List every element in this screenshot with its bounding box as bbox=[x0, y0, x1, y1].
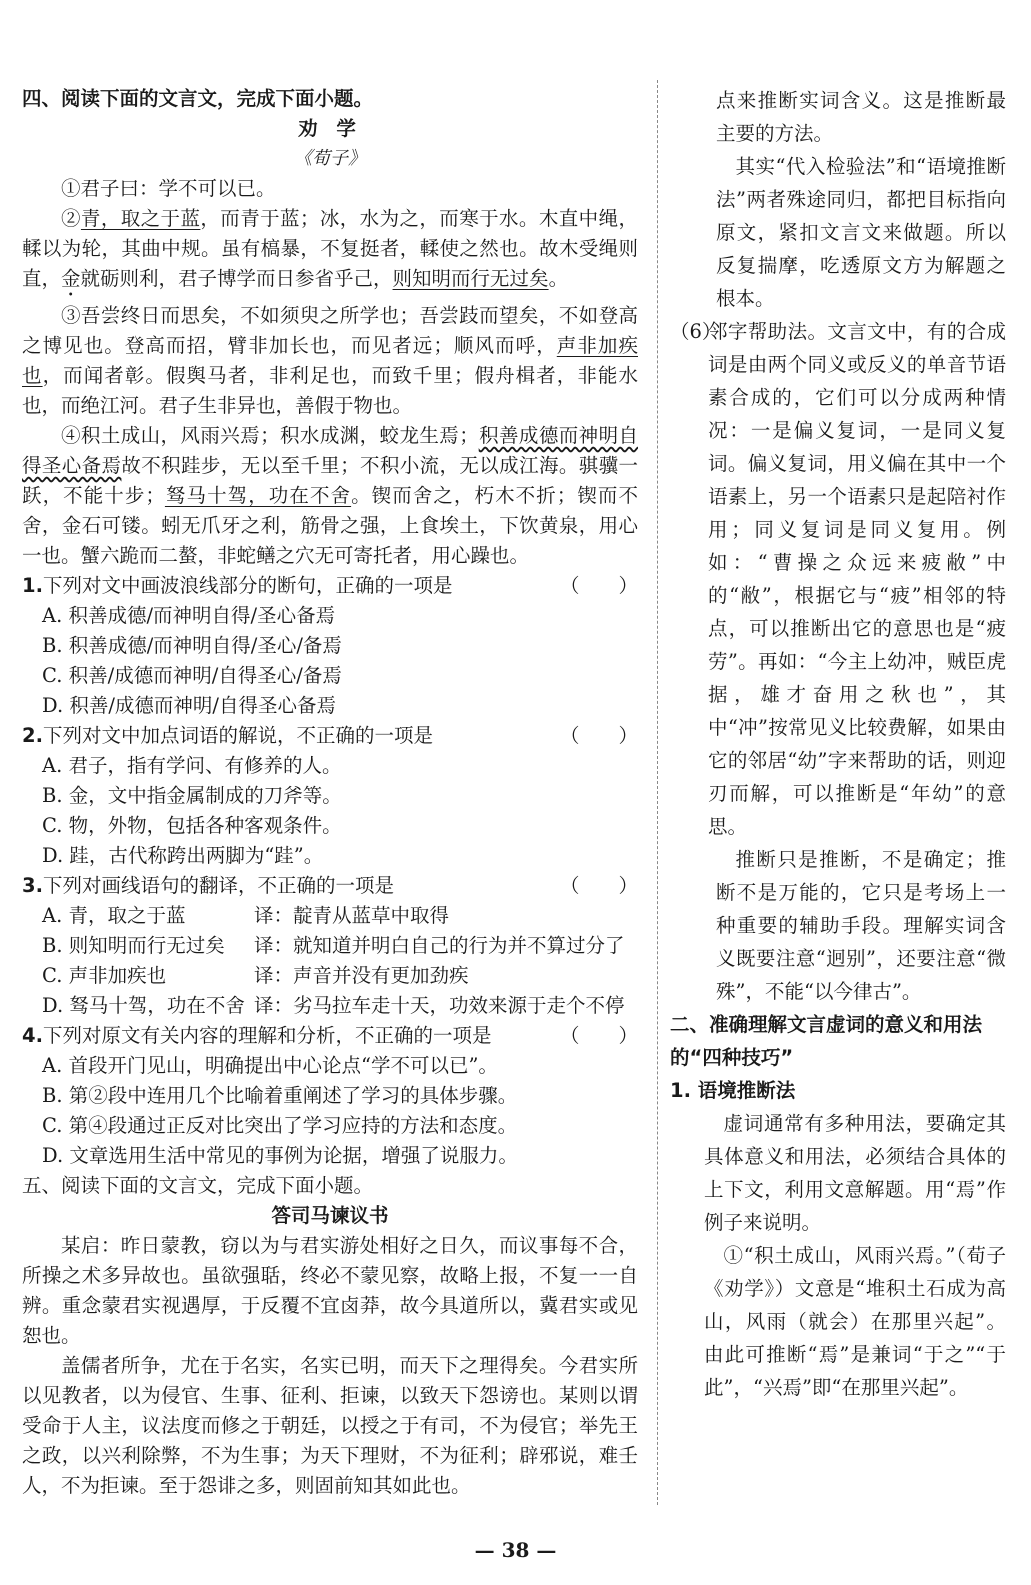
section5-heading: 五、阅读下面的文言文，完成下面小题。 bbox=[22, 1174, 374, 1197]
page-number: — 38 — bbox=[474, 1538, 557, 1562]
section4-heading: 四、阅读下面的文言文，完成下面小题。 bbox=[22, 87, 374, 110]
p2-dotted-jin: 金 bbox=[61, 267, 81, 290]
left-column bbox=[22, 84, 638, 1501]
item-6-text: 邻字帮助法。文言文中，有的合成词是由两个同义或反义的单音节语素合成的，它们可以分成两种情况：一是偏义复词，一是同义复词。偏义复词，用义偏在其中一个语素上，另一个语素只是起陪衬作用；同义复词是同义复用。例如：“曹操之众远来疲敝”中的“敝”，根据它与“疲”相邻的特点，可以推断出它的意思也是“疲劳”。再如：“今主上幼冲，贼臣虎据，雄才奋用之秋也”，其中“冲”按常见义比较费解，如果由它的邻居“幼”字来帮助的话，则迎刃而解，可以推断是“年幼”的意思。 bbox=[708, 320, 1006, 838]
q4-option-c: C. 第④段通过正反对比突出了学习应持的方法和态度。 bbox=[42, 1114, 518, 1137]
right-column bbox=[670, 84, 1006, 1404]
q1-option-b: B. 积善成德/而神明自得/圣心/备焉 bbox=[42, 634, 342, 657]
q2-num: 2. bbox=[22, 724, 43, 747]
p3-text-2: ，而闻者彰。假舆马者，非利足也，而致千里；假舟楫者，非能水也，而绝江河。君子生非异也，善假于物也。 bbox=[22, 364, 638, 417]
q3-answer-box: （ ） bbox=[559, 874, 638, 897]
p4-wavy: 积善成德而神明自得圣心备焉 bbox=[22, 424, 638, 477]
question-3 bbox=[22, 871, 638, 901]
section5-p2: 盖儒者所争，尤在于名实，名实已明，而天下之理得矣。今君实所以见教者，以为侵官、生事、征利、拒谏，以致天下怨谤也。某则以谓受命于人主，议法度而修之于朝廷，以授之于有司，不为侵官；举先王之政，以兴利除弊，不为生事；为天下理财，不为征利；辟邪说，难壬人，不为拒谏。至于怨诽之多，则固前知其如此也。 bbox=[22, 1354, 638, 1497]
q1-option-c: C. 积善/成德而神明/自得圣心/备焉 bbox=[42, 664, 342, 687]
p2-underline-2: 则知明而行无过矣 bbox=[392, 267, 549, 290]
q3-option-c bbox=[22, 961, 638, 991]
passage-p3 bbox=[22, 301, 638, 421]
q3-option-b bbox=[22, 931, 638, 961]
q3-option-a bbox=[22, 901, 638, 931]
q4-option-a: A. 首段开门见山，明确提出中心论点“学不可以已”。 bbox=[42, 1054, 498, 1077]
item-6-number: （6） bbox=[670, 320, 722, 343]
p4-text-1: ④积土成山，风雨兴焉；积水成渊，蛟龙生焉； bbox=[61, 424, 479, 447]
q4-option-b: B. 第②段中连用几个比喻着重阐述了学习的具体步骤。 bbox=[42, 1084, 518, 1107]
q3-text: 下列对画线语句的翻译，不正确的一项是 bbox=[42, 874, 394, 897]
q4-answer-box: （ ） bbox=[559, 1024, 638, 1047]
p4-text-2: 故不积跬步，无以至千里；不积小流，无以成江海。骐骥一跃，不能十步； bbox=[22, 454, 638, 507]
column-divider bbox=[657, 80, 658, 1505]
section4-author: 《荀子》 bbox=[294, 148, 366, 169]
question-1 bbox=[22, 571, 638, 601]
q1-num: 1. bbox=[22, 574, 43, 597]
right-para-5: 虚词通常有多种用法，要确定其具体意义和用法，必须结合具体的上下文，利用文意解题。用“焉”作例子来说明。 bbox=[704, 1112, 1006, 1234]
q2-option-d: D. 跬，古代称跨出两脚为“跬”。 bbox=[42, 844, 324, 867]
q3-a-translation: 译：靛青从蓝草中取得 bbox=[254, 904, 450, 927]
p2-text-3: 。 bbox=[548, 267, 569, 290]
passage-p4 bbox=[22, 421, 638, 571]
p2-text-1: ，而青于蓝；冰，水为之，而寒于水。木直中绳，輮以为轮，其曲中规。虽有槁暴，不复挺者，輮使之然也。故木受绳则直， bbox=[22, 207, 638, 290]
question-2 bbox=[22, 721, 638, 751]
p2-text-2: 就砺则利，君子博学而日参省乎己， bbox=[80, 267, 393, 290]
q1-text: 下列对文中画波浪线部分的断句，正确的一项是 bbox=[42, 574, 453, 597]
q2-option-c: C. 物，外物，包括各种客观条件。 bbox=[42, 814, 342, 837]
p2-mark: ② bbox=[61, 207, 81, 230]
right-para-2: 其实“代入检验法”和“语境推断法”两者殊途同归，都把目标指向原文，紧扣文言文来做题。所以反复揣摩，吃透原文方为解题之根本。 bbox=[716, 155, 1006, 310]
q4-option-d: D. 文章选用生活中常见的事例为论据，增强了说服力。 bbox=[42, 1144, 518, 1167]
section2-heading: 二、准确理解文言虚词的意义和用法的“四种技巧” bbox=[670, 1013, 983, 1069]
right-item-6 bbox=[670, 315, 1006, 843]
p3-underline: 声非加疾也 bbox=[22, 334, 638, 387]
question-4 bbox=[22, 1021, 638, 1051]
q1-option-d: D. 积善/成德而神明/自得圣心备焉 bbox=[42, 694, 336, 717]
p2-underline-1: 青，取之于蓝 bbox=[80, 207, 201, 230]
p4-underline: 驽马十驾，功在不舍 bbox=[164, 484, 352, 507]
right-para-1: 点来推断实词含义。这是推断最主要的方法。 bbox=[716, 89, 1006, 145]
p3-text-1: ③吾尝终日而思矣，不如须臾之所学也；吾尝跂而望矣，不如登高之博见也。登高而招，臂非加长也，而见者远；顺风而呼， bbox=[22, 304, 638, 357]
q3-num: 3. bbox=[22, 874, 43, 897]
q1-option-a: A. 积善成德/而神明自得/圣心备焉 bbox=[42, 604, 336, 627]
p4-text-3: 。锲而舍之，朽木不折；锲而不舍，金石可镂。蚓无爪牙之利，筋骨之强，上食埃土，下饮黄泉，用心一也。蟹六跪而二螯，非蛇鳝之穴无可寄托者，用心躁也。 bbox=[22, 484, 638, 567]
right-para-6: ①“积土成山，风雨兴焉。”（荀子《劝学》）文意是“堆积土石成为高山，风雨（就会）在那里兴起”。由此可推断“焉”是兼词“于之”“于此”，“兴焉”即“在那里兴起”。 bbox=[704, 1244, 1006, 1399]
q4-num: 4. bbox=[22, 1024, 43, 1047]
method-1-heading: 1. 语境推断法 bbox=[670, 1079, 796, 1102]
q1-answer-box: （ ） bbox=[559, 574, 638, 597]
passage-p1: ①君子曰：学不可以已。 bbox=[61, 177, 276, 200]
q3-b-translation: 译：就知道并明白自己的行为并不算过分了 bbox=[254, 934, 625, 957]
q2-option-a: A. 君子，指有学问、有修养的人。 bbox=[42, 754, 342, 777]
q2-answer-box: （ ） bbox=[559, 724, 638, 747]
q3-d-translation: 译：劣马拉车走十天，功效来源于走个不停 bbox=[254, 994, 625, 1017]
section5-title: 答司马谏议书 bbox=[271, 1204, 389, 1227]
q3-option-d bbox=[22, 991, 638, 1021]
passage-p2 bbox=[22, 204, 638, 301]
q3-c-translation: 译：声音并没有更加劲疾 bbox=[254, 964, 469, 987]
section5-p1: 某启：昨日蒙教，窃以为与君实游处相好之日久，而议事每不合，所操之术多异故也。虽欲强聒，终必不蒙见察，故略上报，不复一一自辨。重念蒙君实视遇厚，于反覆不宜卤莽，故今具道所以，冀君实或见恕也。 bbox=[22, 1234, 638, 1347]
q4-text: 下列对原文有关内容的理解和分析，不正确的一项是 bbox=[42, 1024, 492, 1047]
q3-c-source: C. 声非加疾也 bbox=[42, 964, 167, 987]
section4-title: 劝 学 bbox=[298, 117, 362, 140]
right-para-4: 推断只是推断，不是确定；推断不是万能的，它只是考场上一种重要的辅助手段。理解实词含义既要注意“迥别”，还要注意“微殊”，不能“以今律古”。 bbox=[716, 848, 1006, 1003]
q2-option-b: B. 金，文中指金属制成的刀斧等。 bbox=[42, 784, 342, 807]
q3-d-source: D. 驽马十驾，功在不舍 bbox=[42, 994, 245, 1017]
q3-b-source: B. 则知明而行无过矣 bbox=[42, 934, 225, 957]
q2-text: 下列对文中加点词语的解说，不正确的一项是 bbox=[42, 724, 433, 747]
q3-a-source: A. 青，取之于蓝 bbox=[42, 904, 186, 927]
